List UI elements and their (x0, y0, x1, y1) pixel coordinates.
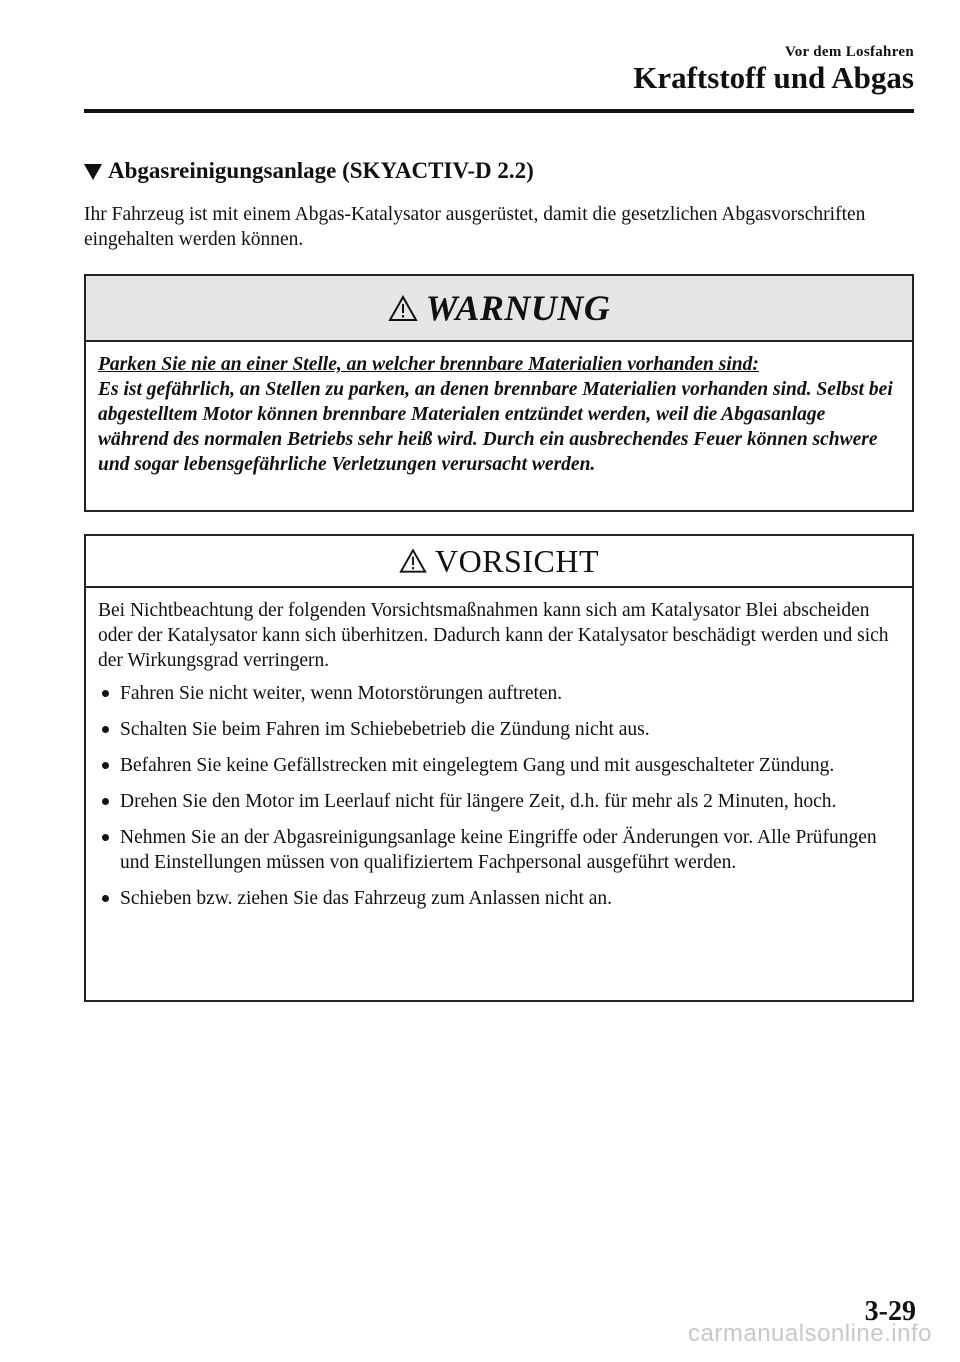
warning-text: Es ist gefährlich, an Stellen zu parken, an denen brennbare Materialien vorhanden sind. Selbst bei abgestelltem Motor können brennbare Materialen entzündet werden, weil die Abgasanlage während des normalen Betriebs sehr heiß wird. Durch ein ausbrechendes Feuer können schwere und sogar lebensgefährliche Verletzungen verursacht werden. (98, 379, 893, 475)
header-section-label: Vor dem Losfahren (784, 44, 914, 60)
bullet-icon (102, 690, 109, 697)
bullet-icon (102, 895, 109, 902)
list-item (98, 681, 902, 706)
caution-header (86, 536, 912, 588)
list-item-text: Schalten Sie beim Fahren im Schiebebetrieb die Zündung nicht aus. (120, 719, 650, 740)
section-heading-text: Abgasreinigungsanlage (SKYACTIV-D 2.2) (108, 158, 534, 183)
watermark[interactable]: carmanualsonline.info (688, 1320, 932, 1347)
bullet-icon (102, 726, 109, 733)
section-heading (84, 158, 534, 184)
bullet-icon (102, 798, 109, 805)
warning-lead: Parken Sie nie an einer Stelle, an welcher brennbare Materialien vorhanden sind: (98, 354, 759, 375)
caution-list (98, 681, 902, 911)
list-item (98, 789, 902, 814)
list-item-text: Drehen Sie den Motor im Leerlauf nicht für längere Zeit, d.h. für mehr als 2 Minuten, hoch. (120, 791, 837, 812)
warning-body (86, 342, 912, 477)
caution-intro: Bei Nichtbeachtung der folgenden Vorsichtsmaßnahmen kann sich am Katalysator Blei abscheiden oder der Katalysator kann sich überhitzen. Dadurch kann der Katalysator beschädigt werden und sich der Wirkungsgrad verringern. (98, 600, 889, 671)
caution-body (86, 588, 912, 911)
list-item (98, 717, 902, 742)
bullet-icon (102, 762, 109, 769)
list-item (98, 886, 902, 911)
list-item-text: Fahren Sie nicht weiter, wenn Motorstörungen auftreten. (120, 683, 563, 704)
list-item (98, 753, 902, 778)
warning-title: WARNUNG (425, 288, 611, 328)
down-triangle-icon (84, 164, 102, 180)
page-number: 3-29 (864, 1296, 916, 1327)
bullet-icon (102, 834, 109, 841)
list-item-text: Befahren Sie keine Gefällstrecken mit eingelegtem Gang und mit ausgeschalteter Zündung. (120, 755, 835, 776)
caution-title: VORSICHT (434, 542, 599, 579)
list-item (98, 825, 902, 875)
header-title: Kraftstoff und Abgas (633, 60, 914, 95)
list-item-text: Schieben bzw. ziehen Sie das Fahrzeug zum Anlassen nicht an. (120, 888, 613, 909)
warning-header (86, 276, 912, 342)
header-rule (84, 109, 914, 113)
warning-box (84, 274, 914, 512)
warning-triangle-icon (388, 295, 418, 322)
warning-triangle-icon (399, 548, 427, 574)
section-intro: Ihr Fahrzeug ist mit einem Abgas-Katalysator ausgerüstet, damit die gesetzlichen Abgasvorschriften eingehalten werden können. (84, 204, 866, 250)
list-item-text: Nehmen Sie an der Abgasreinigungsanlage keine Eingriffe oder Änderungen vor. Alle Prüfungen und Einstellungen müssen von qualifiziertem Fachpersonal ausgeführt werden. (120, 827, 877, 873)
caution-box (84, 534, 914, 1002)
